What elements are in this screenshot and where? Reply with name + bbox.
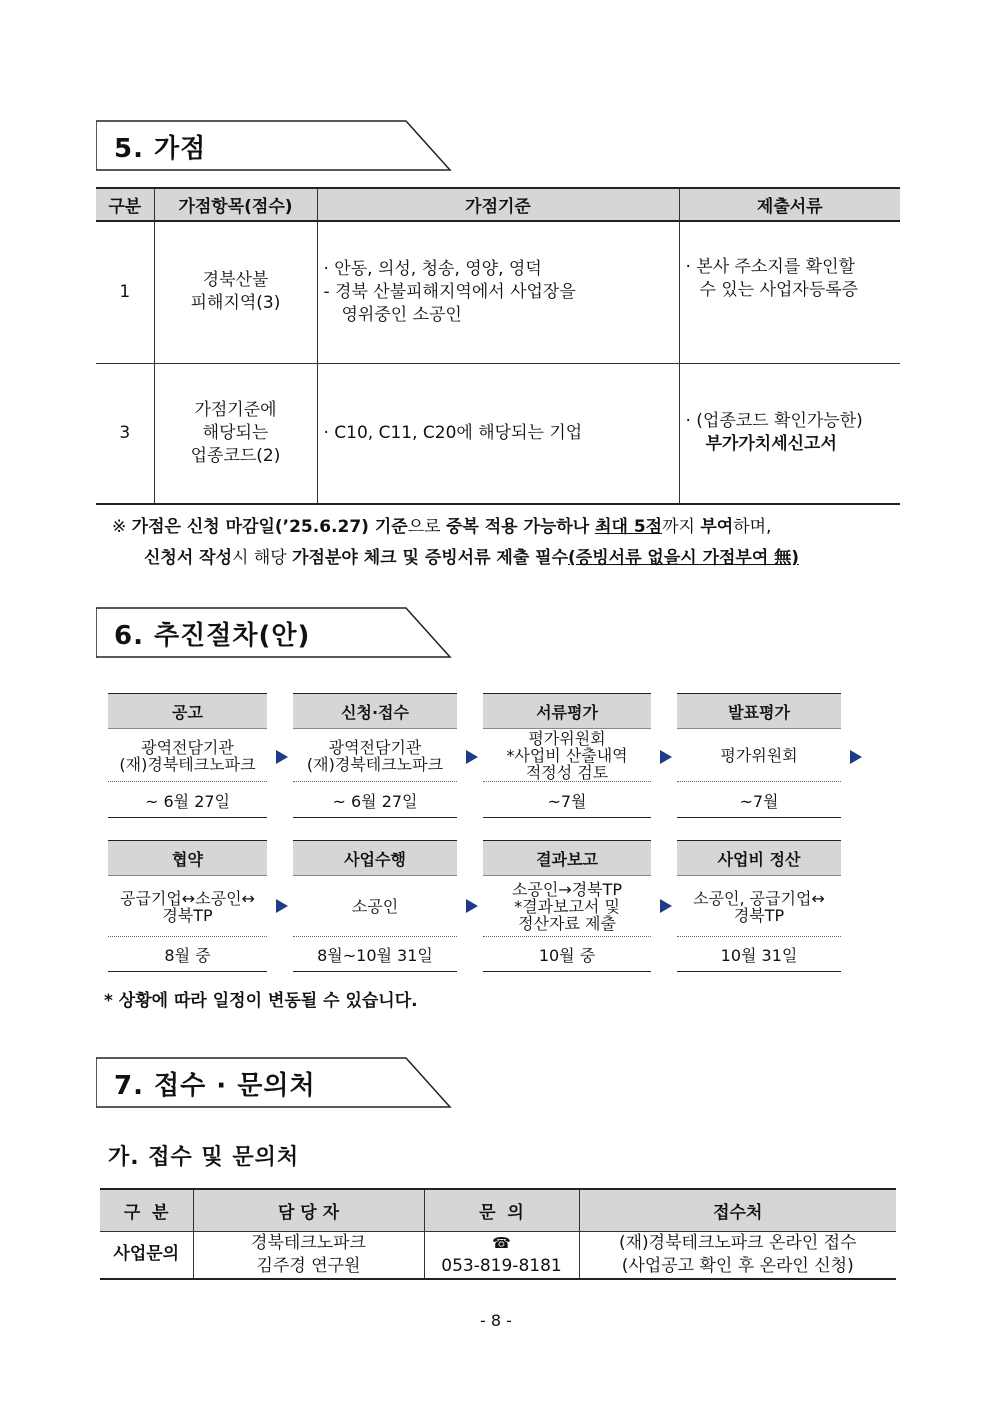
docs-line: · 본사 주소지를 확인할 xyxy=(685,257,855,277)
step-date: ~ 6월 27일 xyxy=(293,784,457,818)
step-body xyxy=(108,877,267,937)
step-body xyxy=(483,730,651,782)
item-line: 경북산불 xyxy=(202,270,269,291)
item-line: 업종코드(2) xyxy=(190,445,281,466)
item-line: 해당되는 xyxy=(202,422,269,443)
step-body-line: 평가위원회 xyxy=(720,746,798,765)
step-body xyxy=(108,730,267,782)
step-body-line: 경북TP xyxy=(162,905,213,925)
header-cell: 제출서류 xyxy=(679,188,900,221)
required-docs xyxy=(679,221,900,363)
table-row xyxy=(96,221,900,363)
person-line: 경북테크노파크 xyxy=(251,1232,366,1253)
subsection-title: 가. 접수 및 문의처 xyxy=(108,1145,300,1170)
schedule-note: * 상황에 따라 일정이 변동될 수 있습니다. xyxy=(104,991,418,1011)
step-title: 결과보고 xyxy=(483,840,651,876)
step-title: 공고 xyxy=(108,693,267,729)
step-body xyxy=(677,877,841,937)
criteria-line: 영위중인 소공인 xyxy=(341,304,462,325)
step-body-line: 공급기업↔소공인↔ xyxy=(119,888,255,908)
step-body xyxy=(483,877,651,937)
header-cell: 가점항목(점수) xyxy=(154,188,317,221)
person-line: 김주경 연구원 xyxy=(256,1255,361,1276)
step-body-line: 적정성 검토 xyxy=(525,763,609,782)
contact-table xyxy=(100,1188,896,1280)
bonus-criteria xyxy=(317,363,679,504)
step-body-line: (재)경북테크노파크 xyxy=(306,754,444,774)
note-text: 시 해당 xyxy=(232,548,293,568)
criteria-line: · 안동, 의성, 청송, 영양, 영덕 xyxy=(323,258,542,279)
step-date: 8월~10월 31일 xyxy=(293,938,457,972)
step-body-line: 광역전담기관 xyxy=(328,737,422,757)
note-text: 까지 xyxy=(662,517,701,537)
phone-icon: ☎ xyxy=(492,1233,511,1252)
header-cell: 접수처 xyxy=(579,1189,896,1231)
contact-phone xyxy=(424,1231,579,1279)
criteria-line: - 경북 산불피해지역에서 사업장을 xyxy=(323,281,576,302)
bonus-item xyxy=(154,363,317,504)
header-cell: 가점기준 xyxy=(317,188,679,221)
bonus-criteria xyxy=(317,221,679,363)
note-text: 신청서 작성 xyxy=(144,548,233,568)
item-line: 피해지역(3) xyxy=(190,293,281,314)
step-date: 10월 31일 xyxy=(677,938,841,972)
section-7-header xyxy=(96,1057,452,1109)
step-body-line: 소공인, 공급기업↔ xyxy=(693,888,825,908)
header-cell: 문 의 xyxy=(424,1189,579,1231)
note-text: 부여 xyxy=(700,517,734,537)
step-title: 발표평가 xyxy=(677,693,841,729)
criteria-line: · C10, C11, C20에 해당되는 기업 xyxy=(323,422,583,443)
step-date: ~7월 xyxy=(483,784,651,818)
step-date: 8월 중 xyxy=(108,938,267,972)
table-row xyxy=(100,1231,896,1279)
contact-person xyxy=(193,1231,424,1279)
note-mark: ※ xyxy=(112,517,127,537)
step-title: 협약 xyxy=(108,840,267,876)
step-body-line: *결과보고서 및 xyxy=(514,897,620,916)
table-row xyxy=(96,363,900,504)
step-body-line: (재)경북테크노파크 xyxy=(119,754,256,774)
note-line xyxy=(112,543,799,574)
note-text: 하며, xyxy=(733,517,772,537)
step-title: 신청·접수 xyxy=(293,693,457,729)
contact-type: 사업문의 xyxy=(100,1231,193,1279)
bonus-item xyxy=(154,221,317,363)
section-title: 7. 접수 · 문의처 xyxy=(114,1071,316,1101)
section-title: 5. 가점 xyxy=(114,134,207,164)
step-body-line: 소공인 xyxy=(351,897,399,916)
page-number: - 8 - xyxy=(480,1311,512,1330)
arrow-right-icon xyxy=(660,750,672,764)
arrow-right-icon xyxy=(276,899,288,913)
arrow-right-icon xyxy=(850,750,862,764)
section-5-header xyxy=(96,120,452,172)
step-body-line: 정산자료 제출 xyxy=(518,914,616,933)
contact-place xyxy=(579,1231,896,1279)
table-header-row xyxy=(100,1189,896,1231)
docs-line: · (업종코드 확인가능한) xyxy=(685,411,863,432)
step-body xyxy=(293,730,457,782)
note-line xyxy=(112,512,799,543)
note-text: 가점분야 체크 및 증빙서류 제출 필수 xyxy=(292,548,569,568)
note-text: 최대 5점 xyxy=(595,517,663,537)
section-6-header xyxy=(96,607,452,659)
note-text: 가점은 신청 마감일(’25.6.27) 기준 xyxy=(131,517,408,537)
place-line: (재)경북테크노파크 온라인 접수 xyxy=(618,1232,857,1253)
arrow-right-icon xyxy=(466,899,478,913)
step-body-line: 경북TP xyxy=(733,905,785,925)
step-title: 사업비 정산 xyxy=(677,840,841,876)
step-date: 10월 중 xyxy=(483,938,651,972)
place-line: (사업공고 확인 후 온라인 신청) xyxy=(621,1255,854,1276)
step-date: ~ 6월 27일 xyxy=(108,784,267,818)
step-body xyxy=(293,877,457,937)
header-cell: 담 당 자 xyxy=(193,1189,424,1231)
docs-line: 수 있는 사업자등록증 xyxy=(699,280,859,300)
header-cell: 구분 xyxy=(96,188,154,221)
table-header-row xyxy=(96,188,900,221)
arrow-right-icon xyxy=(660,899,672,913)
step-body xyxy=(677,730,841,782)
arrow-right-icon xyxy=(466,750,478,764)
step-title: 서류평가 xyxy=(483,693,651,729)
step-body-line: 소공인→경북TP xyxy=(511,880,623,899)
note-text: 중복 적용 가능하나 xyxy=(445,517,596,537)
docs-line: 부가가치세신고서 xyxy=(705,434,837,455)
phone-number: 053-819-8181 xyxy=(441,1255,562,1276)
arrow-right-icon xyxy=(276,750,288,764)
required-docs xyxy=(679,363,900,504)
item-line: 가점기준에 xyxy=(194,399,277,420)
step-body-line: *사업비 산출내역 xyxy=(506,746,628,765)
step-date: ~7월 xyxy=(677,784,841,818)
row-number: 3 xyxy=(96,363,154,504)
header-cell: 구 분 xyxy=(100,1189,193,1231)
step-title: 사업수행 xyxy=(293,840,457,876)
step-body-line: 평가위원회 xyxy=(528,729,606,748)
note-text: 으로 xyxy=(407,517,446,537)
row-number: 1 xyxy=(96,221,154,363)
bonus-note xyxy=(112,512,799,574)
bonus-table xyxy=(96,187,900,505)
note-text: (증빙서류 없을시 가점부여 無) xyxy=(568,548,799,568)
step-body-line: 광역전담기관 xyxy=(141,737,234,757)
section-title: 6. 추진절차(안) xyxy=(114,621,311,651)
